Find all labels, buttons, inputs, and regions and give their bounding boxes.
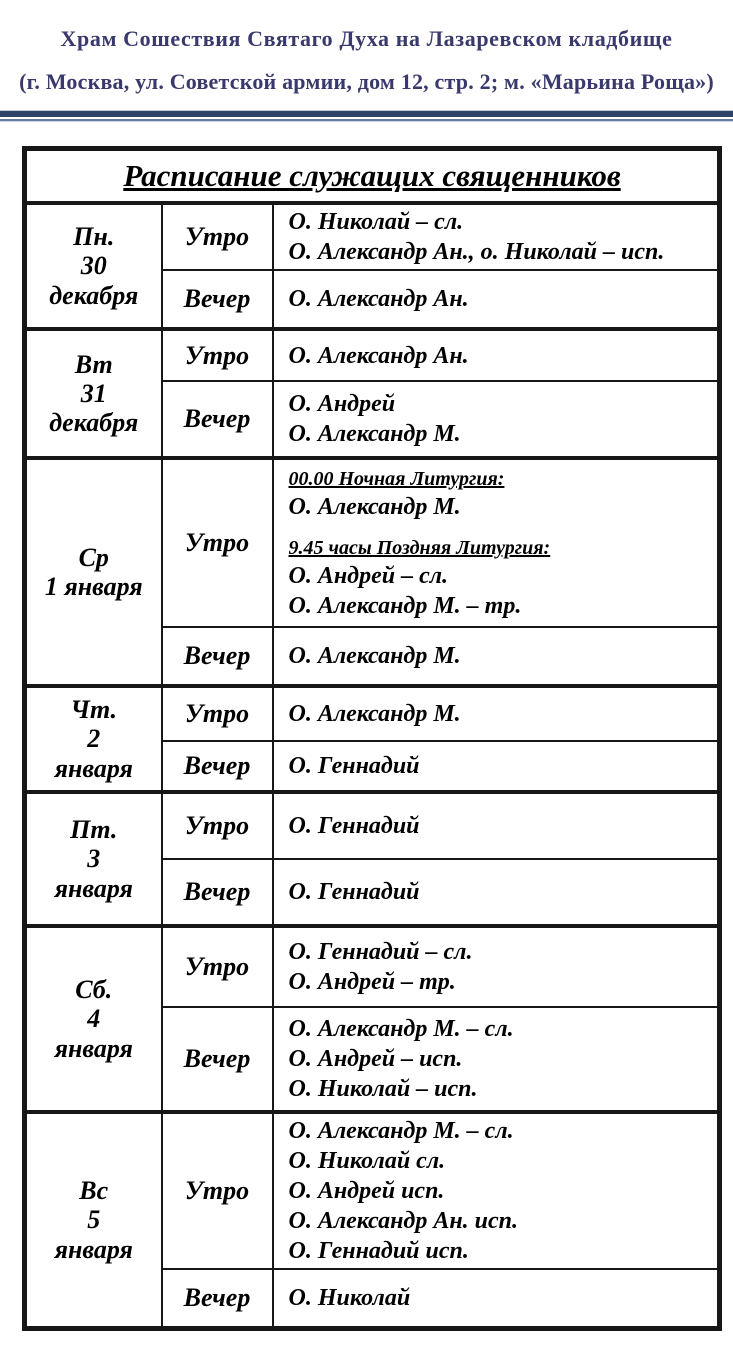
priests-cell-thu-evening <box>273 741 720 792</box>
time-cell-evening: Вечер <box>162 270 273 329</box>
row-mon-morning <box>25 203 720 270</box>
priest-line: О. Александр М. <box>288 421 461 447</box>
day-number: 2 <box>87 724 101 754</box>
priest-line: О. Андрей – тр. <box>288 969 456 995</box>
title-row <box>25 149 720 204</box>
liturgy-section <box>289 466 714 522</box>
time-cell-evening: Вечер <box>162 381 273 458</box>
priest-line: О. Николай <box>288 1285 411 1311</box>
day-name: Пт. <box>70 815 118 845</box>
row-fri-morning <box>25 792 720 859</box>
time-cell-morning: Утро <box>162 686 273 741</box>
time-cell-morning: Утро <box>162 1112 273 1269</box>
priest-line: О. Александр М. <box>288 701 461 727</box>
day-number: 30 <box>80 251 107 281</box>
day-cell-thu <box>25 686 162 792</box>
day-number: 31 <box>80 378 107 408</box>
day-cell-wed <box>25 458 162 686</box>
time-cell-morning: Утро <box>162 458 273 627</box>
time-cell-morning: Утро <box>162 926 273 1007</box>
liturgy-section <box>289 535 714 621</box>
priests-cell-mon-evening <box>273 270 720 329</box>
day-cell-tue <box>25 329 162 458</box>
day-cell-sat <box>25 926 162 1112</box>
church-header <box>0 0 733 95</box>
time-cell-evening: Вечер <box>162 1269 273 1329</box>
day-month: января <box>54 1033 133 1063</box>
time-cell-evening: Вечер <box>162 859 273 926</box>
day-cell-fri <box>25 792 162 926</box>
day-cell-mon <box>25 203 162 329</box>
priests-cell-wed-evening <box>273 627 720 686</box>
priest-line: О. Геннадий – сл. <box>288 939 473 965</box>
priests-cell-sat-evening <box>273 1007 720 1112</box>
priests-cell-tue-evening <box>273 381 720 458</box>
priests-cell-wed-morning <box>273 458 720 627</box>
time-cell-evening: Вечер <box>162 627 273 686</box>
row-sat-morning <box>25 926 720 1007</box>
priest-line: О. Александр М. <box>288 643 461 669</box>
priest-line: О. Геннадий <box>288 813 420 839</box>
row-sun-morning <box>25 1112 720 1269</box>
row-thu-morning <box>25 686 720 741</box>
day-name: Вт <box>74 349 113 379</box>
priests-cell-fri-evening <box>273 859 720 926</box>
liturgy-heading: 9.45 часы Поздняя Литургия: <box>288 536 551 559</box>
row-wed-morning <box>25 458 720 627</box>
time-cell-morning: Утро <box>162 792 273 859</box>
day-number: 4 <box>87 1004 101 1034</box>
priest-line: О. Александр Ан. исп. <box>288 1208 518 1234</box>
priest-line: О. Андрей – сл. <box>288 562 449 589</box>
day-month: декабря <box>49 280 139 310</box>
table-title-cell <box>25 149 720 204</box>
priest-line: О. Геннадий исп. <box>288 1238 469 1264</box>
priests-cell-tue-morning <box>273 329 720 381</box>
church-address: (г. Москва, ул. Советской армии, дом 12, стр. 2; м. «Марьина Роща») <box>19 69 714 94</box>
priest-line: О. Александр Ан., о. Николай – исп. <box>288 239 665 265</box>
priests-cell-sun-evening <box>273 1269 720 1329</box>
day-number: 3 <box>87 844 101 874</box>
priests-cell-sun-morning <box>273 1112 720 1269</box>
priest-line: О. Александр М. – сл. <box>288 1016 514 1042</box>
day-month: января <box>54 1234 133 1264</box>
time-cell-evening: Вечер <box>162 741 273 792</box>
row-tue-morning <box>25 329 720 381</box>
decorative-rule <box>0 110 733 122</box>
day-name: Ср <box>78 542 109 572</box>
day-name: Пн. <box>73 222 115 252</box>
church-name: Храм Сошествия Святаго Духа на Лазаревском кладбище <box>60 26 673 51</box>
day-month: января <box>54 873 133 903</box>
priest-line: О. Александр М. <box>288 493 461 520</box>
time-cell-morning: Утро <box>162 329 273 381</box>
priest-line: О. Николай – сл. <box>288 209 464 235</box>
day-date: 1 января <box>44 572 143 601</box>
day-cell-sun <box>25 1112 162 1329</box>
priest-line: О. Александр М. – сл. <box>288 1118 514 1144</box>
time-cell-morning: Утро <box>162 203 273 270</box>
day-month: декабря <box>49 408 139 438</box>
day-name: Вс <box>79 1176 109 1206</box>
table-title: Расписание служащих священников <box>123 158 621 193</box>
priests-cell-thu-morning <box>273 686 720 741</box>
priest-line: О. Андрей <box>288 391 396 417</box>
priest-line: О. Андрей исп. <box>288 1178 445 1204</box>
rule-line-thin-bottom <box>0 121 733 122</box>
priest-line: О. Николай – исп. <box>288 1076 478 1102</box>
liturgy-heading: 00.00 Ночная Литургия: <box>288 467 505 490</box>
priests-cell-mon-morning <box>273 203 720 270</box>
priests-cell-sat-morning <box>273 926 720 1007</box>
priest-line: О. Александр Ан. <box>288 286 469 312</box>
priest-line: О. Николай сл. <box>288 1148 446 1174</box>
day-name: Сб. <box>75 975 113 1005</box>
day-number: 5 <box>87 1205 101 1235</box>
priest-line: О. Александр Ан. <box>288 342 469 369</box>
priests-cell-fri-morning <box>273 792 720 859</box>
day-month: января <box>54 753 133 783</box>
priest-line: О. Андрей – исп. <box>288 1046 463 1072</box>
priest-line: О. Геннадий <box>288 879 420 905</box>
day-name: Чт. <box>70 695 117 725</box>
schedule-table <box>22 146 722 1331</box>
priest-line: О. Геннадий <box>288 753 420 779</box>
priest-line: О. Александр М. – тр. <box>288 592 522 619</box>
time-cell-evening: Вечер <box>162 1007 273 1112</box>
